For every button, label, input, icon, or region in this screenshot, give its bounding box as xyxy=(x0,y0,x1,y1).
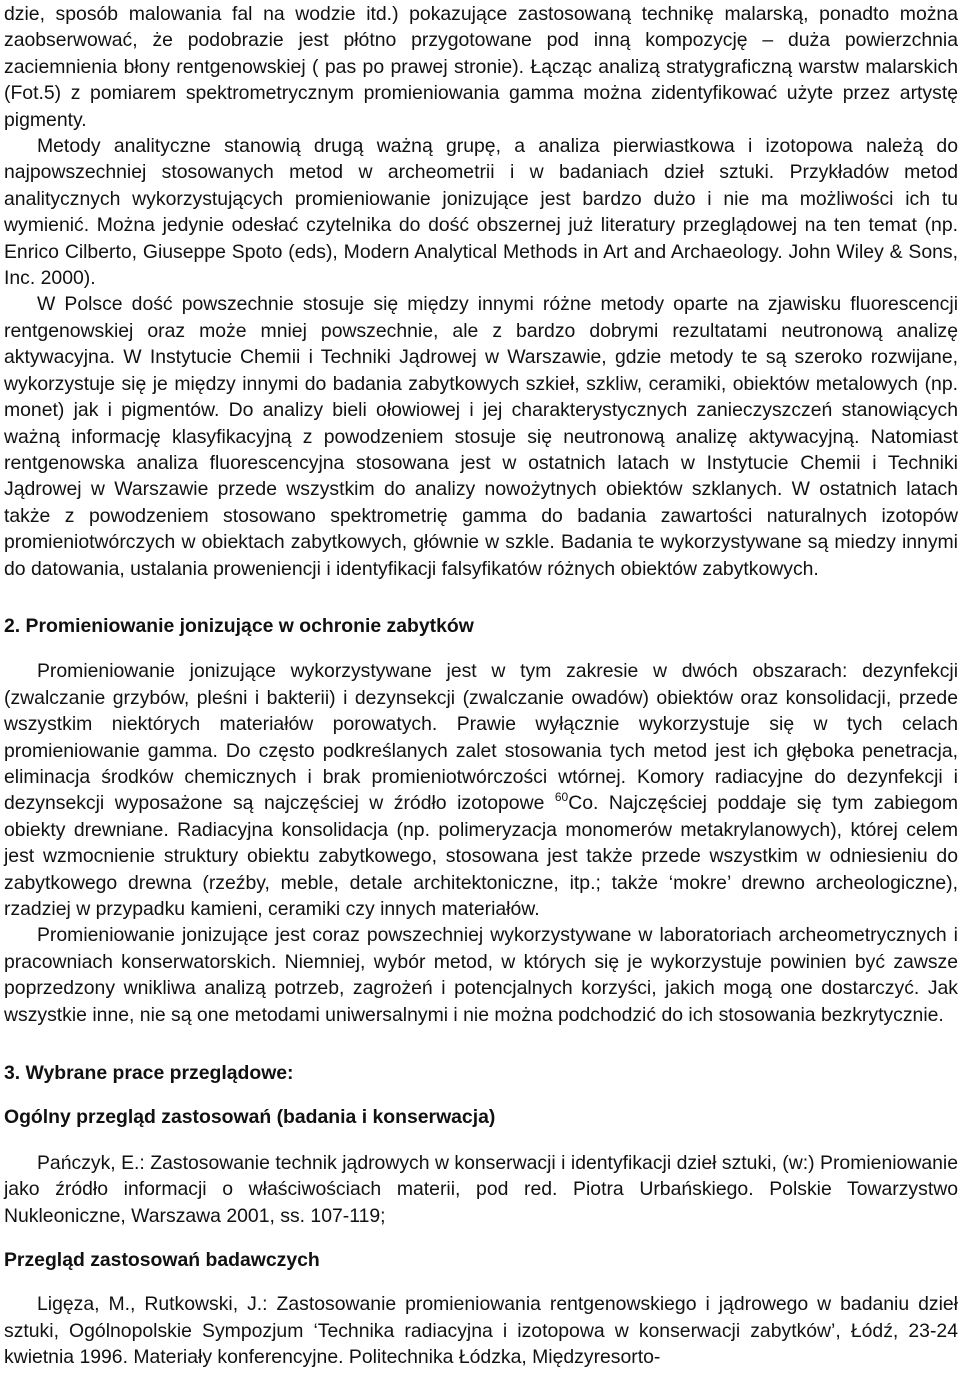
isotope-mass-number: 60 xyxy=(554,790,569,805)
section-heading-radiation-protection: 2. Promieniowanie jonizujące w ochronie zabytków xyxy=(4,614,474,637)
paragraph-radiation-labs: Promieniowanie jonizujące jest coraz powszechniej wykorzystywane w laboratoriach archeometrycznych i pracowniach konserwatorskich. Niemniej, wybór metod, w których się je wykorzystuje powinien być zawsze poprzedzony wnikliwa analizą potrzeb, zagrożeń i potencjalnych korzyści, jakich mogą one dostarczyć. Jak wszystkie inne, nie są one metodami uniwersalnymi i nie można podchodzić do ich stosowania bezkrytycznie. xyxy=(4,924,958,1026)
section-heading-selected-works: 3. Wybrane prace przeglądowe: xyxy=(4,1062,294,1085)
paragraph-radiation-uses-part2: Co. Najczęściej poddaje się tym zabiegom obiekty drewniane. Radiacyjna konsolidacja (np. polimeryzacja monomerów metakrylanowych), której celem jest wzmocnienie struktury obiektu zabytkowego, stosowana jest także przede wszystkim w odniesieniu do zabytkowego drewna (rzeźby, meble, detale architektoniczne, itp.; także ‘mokre’ drewno archeologiczne), rzadziej w przypadku kamieni, ceramiki czy innych materiałów. xyxy=(4,792,959,920)
paragraph-painting-analysis: dzie, sposób malowania fal na wodzie itd.) pokazujące zastosowaną technikę malarską, ponadto można zaobserwować, że podobrazie jest płótno przygotowane pod inną kompozycję – duża powierzchnia zaciemnienia błony rentgenowskiej ( pas po prawej stronie). Łącząc analizą stratygraficzną warstw malarskich (Fot.5) z pomiarem spektrometrycznym promieniowania gamma można zidentyfikować użyte przez artystę pigmenty. xyxy=(4,3,958,131)
paragraph-radiation-uses xyxy=(4,658,958,922)
paragraph-poland-methods: W Polsce dość powszechnie stosuje się między innymi różne metody oparte na zjawisku fluorescencji rentgenowskiej oraz może mniej powszechnie, ale z bardzo dobrymi rezultatami neutronową analizę aktywacyjna. W Instytucie Chemii i Techniki Jądrowej w Warszawie, gdzie metody te są szeroko rozwijane, wykorzystuje się je między innymi do badania zabytkowych szkieł, szkliw, ceramiki, obiektów metalowych (np. monet) jak i pigmentów. Do analizy bieli ołowiowej i jej charakterystycznych zanieczyszczeń stanowiących ważną informację klasyfikacyjną z powodzeniem stosuje się neutronową analizę aktywacyjną. Natomiast rentgenowska analiza fluorescencyjna stosowana jest w ostatnich latach w Instytucie Chemii i Techniki Jądrowej w Warszawie przede wszystkim do analizy nowożytnych obiektów szklanych. W ostatnich latach także z powodzeniem stosowano spektrometrię gamma do badania zawartości naturalnych izotopów promieniotwórczych w obiektach zabytkowych, głównie w szkle. Badania te wykorzystywane są miedzy innymi do datowania, ustalania proweniencji i identyfikacji falsyfikatów różnych obiektów zabytkowych. xyxy=(4,293,958,580)
reference-ligeza: Ligęza, M., Rutkowski, J.: Zastosowanie promieniowania rentgenowskiego i jądrowego w badaniu dzieł sztuki, Ogólnopolskie Sympozjum ‘Technika radiacyjna i izotopowa w konserwacji zabytków’, Łódź, 23-24 kwietnia 1996. Materiały konferencyjne. Politechnika Łódzka, Międzyresorto- xyxy=(4,1293,958,1369)
paragraph-radiation-uses-part1: Promieniowanie jonizujące wykorzystywane jest w tym zakresie w dwóch obszarach: dezynfekcji (zwalczanie grzybów, pleśni i bakterii) i dezynsekcji (zwalczanie owadów) obiektów oraz konsolidacji, przede wszystkim niektórych materiałów porowatych. Prawie wyłącznie wykorzystuje się w tych celach promieniowanie gamma. Do często podkreślanych zalet stosowania tych metod jest ich głęboka penetracja, eliminacja środków chemicznych i brak promieniotwórczości wtórnej. Komory radiacyjne do dezynfekcji i dezynsekcji wyposażone są najczęściej w źródło izotopowe xyxy=(4,660,958,815)
subheading-research-overview: Przegląd zastosowań badawczych xyxy=(4,1249,320,1272)
subheading-general-overview: Ogólny przegląd zastosowań (badania i konserwacja) xyxy=(4,1106,496,1129)
reference-panczyk: Pańczyk, E.: Zastosowanie technik jądrowych w konserwacji i identyfikacji dzieł sztuki, (w:) Promieniowanie jako źródło informacji o właściwościach materii, pod red. Piotra Urbańskiego. Polskie Towarzystwo Nukleoniczne, Warszawa 2001, ss. 107-119; xyxy=(4,1151,958,1227)
paragraph-analytical-methods: Metody analityczne stanowią drugą ważną grupę, a analiza pierwiastkowa i izotopowa należą do najpowszechniej stosowanych metod w archeometrii i w badaniach dzieł sztuki. Przykładów metod analitycznych wykorzystujących promieniowanie jonizujące jest bardzo dużo i nie ma możliwości ich tu wymienić. Można jedynie odesłać czytelnika do dość obszernej już literatury przeglądowej na ten temat (np. Enrico Cilberto, Giuseppe Spoto (eds), Modern Analytical Methods in Art and Archaeology. John Wiley & Sons, Inc. 2000). xyxy=(4,135,958,290)
